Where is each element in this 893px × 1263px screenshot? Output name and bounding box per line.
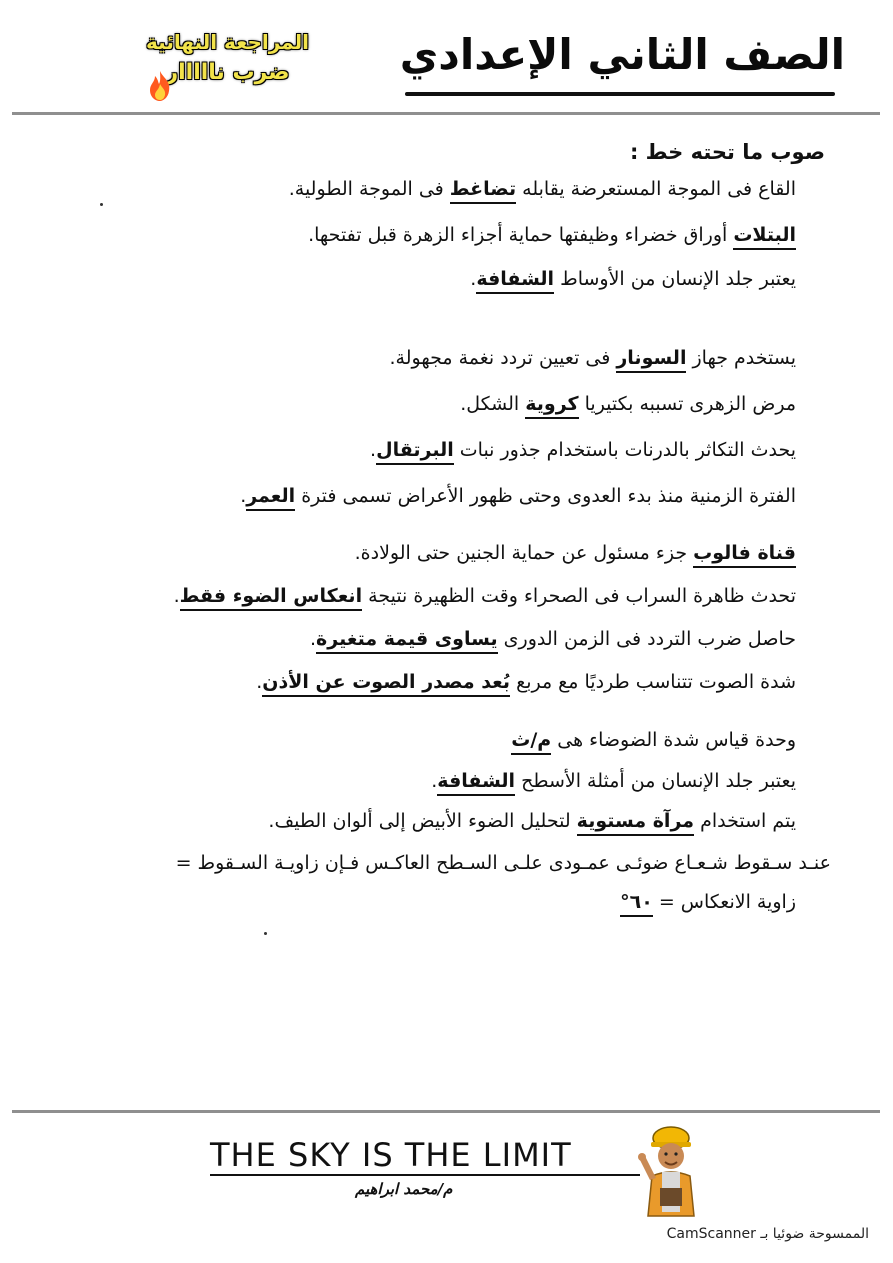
construction-worker-icon xyxy=(636,1120,706,1220)
author-name: م/محمد ابراهيم xyxy=(355,1180,453,1198)
underlined-term: ٦٠° xyxy=(620,891,653,917)
motto-text: THE SKY IS THE LIMIT xyxy=(210,1136,572,1174)
statement-text: . xyxy=(431,770,438,792)
underlined-term: كروية xyxy=(525,393,578,419)
statement-text: فى تعيين تردد نغمة مجهولة. xyxy=(389,347,617,369)
underlined-term: البتلات xyxy=(733,224,796,250)
statement-line xyxy=(268,808,796,834)
statement-text: القاع فى الموجة المستعرضة يقابله xyxy=(516,178,796,200)
scan-speck xyxy=(264,932,267,935)
statement-line xyxy=(390,345,797,371)
statement-text: . xyxy=(370,439,377,461)
statement-line xyxy=(470,266,796,292)
footer-divider xyxy=(12,1110,880,1113)
header-divider xyxy=(12,112,880,115)
statement-line xyxy=(256,669,796,695)
statement-line xyxy=(310,626,796,652)
statement-line xyxy=(370,437,796,463)
statement-text: يستخدم جهاز xyxy=(686,347,796,369)
underlined-term: قناة فالوب xyxy=(693,542,796,568)
statement-text: يعتبر جلد الإنسان من أمثلة الأسطح xyxy=(515,770,796,792)
statement-text: جزء مسئول عن حماية الجنين حتى الولادة. xyxy=(354,542,694,564)
statement-text: حاصل ضرب التردد فى الزمن الدورى xyxy=(497,628,796,650)
statement-text: أوراق خضراء وظيفتها حماية أجزاء الزهرة قبل تفتحها. xyxy=(308,224,734,246)
statement-text: زاوية الانعكاس = xyxy=(652,891,796,913)
underlined-term: البرتقال xyxy=(376,439,454,465)
statement-text: فى الموجة الطولية. xyxy=(288,178,450,200)
badge-line-1: المراجعة النهائية xyxy=(146,30,309,54)
underlined-term: انعكاس الضوء فقط xyxy=(180,585,362,611)
fire-icon xyxy=(147,70,173,102)
underlined-term: الشفافة xyxy=(437,770,515,796)
statement-line xyxy=(511,727,796,753)
underlined-term: م/ث xyxy=(511,729,551,755)
statement-text: الفترة الزمنية منذ بدء العدوى وحتى ظهور الأعراض تسمى فترة xyxy=(295,485,796,507)
statement-text: الشكل. xyxy=(460,393,526,415)
statement-line xyxy=(460,391,796,417)
statement-text: . xyxy=(240,485,247,507)
statement-line xyxy=(289,176,796,202)
final-review-badge xyxy=(135,30,320,108)
motto-underline xyxy=(210,1174,640,1176)
title-underline xyxy=(405,92,835,96)
statement-line xyxy=(174,583,796,609)
statement-text: . xyxy=(470,268,477,290)
statement-text: يتم استخدام xyxy=(694,810,796,832)
page-title: الصف الثاني الإعدادي xyxy=(399,30,845,79)
statement-text: لتحليل الضوء الأبيض إلى ألوان الطيف. xyxy=(268,810,577,832)
underlined-term: السونار xyxy=(616,347,686,373)
statement-text: . xyxy=(310,628,317,650)
statement-text: عنـد سـقوط شـعـاع ضوئـى عمـودى علـى السـطح العاكـس فـإن زاويـة السـقوط = xyxy=(175,852,831,874)
camscanner-watermark: الممسوحة ضوئيا بـ CamScanner xyxy=(666,1226,869,1242)
statement-text: يعتبر جلد الإنسان من الأوساط xyxy=(554,268,796,290)
section-heading: صوب ما تحته خط : xyxy=(629,140,825,164)
underlined-term: مرآة مستوية xyxy=(577,810,694,836)
scan-speck xyxy=(100,203,103,206)
statement-text: وحدة قياس شدة الضوضاء هى xyxy=(551,729,796,751)
statement-line xyxy=(308,222,796,248)
statement-line xyxy=(431,768,796,794)
underlined-term: الشفافة xyxy=(476,268,554,294)
statement-text: . xyxy=(173,585,180,607)
statement-line xyxy=(240,483,796,509)
underlined-term: تضاغط xyxy=(450,178,516,204)
statement-line xyxy=(355,540,796,566)
statement-text: مرض الزهرى تسببه بكتيريا xyxy=(578,393,796,415)
badge-line-2: ضرب نااااار xyxy=(165,60,290,85)
underlined-term: يساوى قيمة متغيرة xyxy=(316,628,498,654)
statement-line xyxy=(620,889,796,915)
statement-text: يحدث التكاثر بالدرنات باستخدام جذور نبات xyxy=(453,439,796,461)
statement-text: شدة الصوت تتناسب طرديًا مع مربع xyxy=(510,671,796,693)
underlined-term: بُعد مصدر الصوت عن الأذن xyxy=(262,671,510,697)
statement-line xyxy=(176,850,831,876)
statement-text: تحدث ظاهرة السراب فى الصحراء وقت الظهيرة نتيجة xyxy=(362,585,796,607)
statement-text: . xyxy=(256,671,263,693)
underlined-term: العمر xyxy=(246,485,295,511)
